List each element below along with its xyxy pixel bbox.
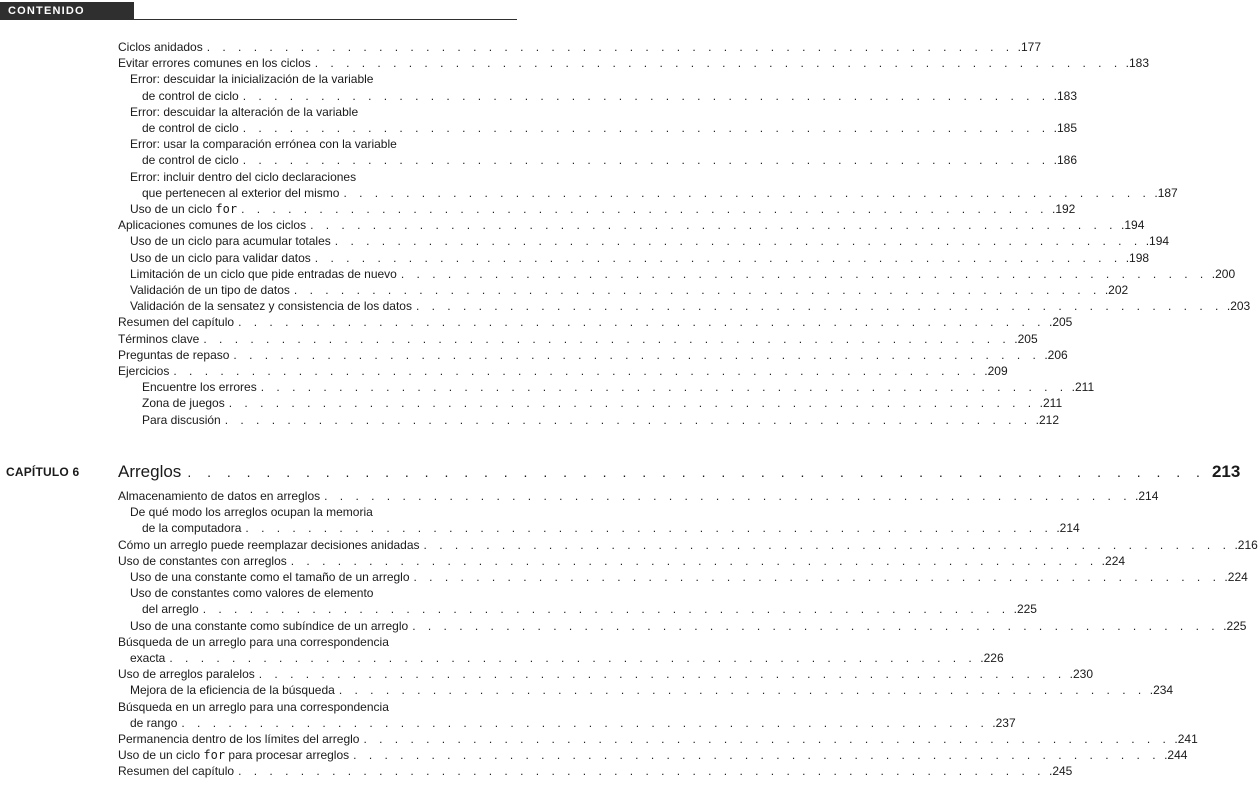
toc-entry-text [118, 347, 229, 363]
toc-entry[interactable] [142, 379, 1095, 395]
header-rule [134, 19, 517, 20]
toc-entry-label: Almacenamiento de datos en arreglos [118, 489, 321, 503]
toc-entry-label: Uso de una constante como subíndice de un arreglo [130, 618, 409, 633]
dot-leader: . . . . . . . . . . . . . . . . . . . . . . . . . . . . . . . . . . . . . . . . . . . . . . . . . . . . [260, 380, 1068, 395]
toc-row [0, 314, 1073, 330]
toc-entry-label: Error: usar la comparación errónea con la variable [130, 137, 397, 152]
toc-page-number: .241 [1174, 732, 1198, 746]
toc-entry[interactable] [130, 682, 1174, 698]
toc-entry-text [118, 314, 234, 330]
toc-page-number: .206 [1044, 347, 1068, 362]
toc-entry[interactable] [142, 395, 1063, 411]
toc-entry-text [142, 152, 239, 168]
toc-row [0, 347, 1068, 363]
toc-page-number: .211 [1071, 380, 1095, 395]
toc-row [0, 731, 1198, 747]
toc-row [0, 569, 1248, 585]
toc-page-number: .212 [1035, 412, 1059, 427]
toc-entry-text [142, 395, 225, 411]
toc-entry-text [118, 488, 320, 504]
dot-leader: . . . . . . . . . . . . . . . . . . . . . . . . . . . . . . . . . . . . . . . . . . . . . . . . . . . . [241, 202, 1048, 216]
toc-entry-code: for [215, 202, 238, 216]
dot-leader: . . . . . . . . . . . . . . . . . . . . . . . . . . . . . . . . . . . . . . . . . . . . . . . . . . . . [181, 715, 989, 730]
toc-entry-text [130, 715, 177, 731]
toc-entry[interactable] [118, 747, 1188, 763]
toc-entry-label: Términos clave [118, 331, 200, 346]
toc-entry[interactable] [130, 715, 1016, 731]
toc-entry[interactable] [142, 520, 1080, 536]
toc-entry[interactable] [142, 120, 1078, 136]
dot-leader: . . . . . . . . . . . . . . . . . . . . . . . . . . . . . . . . . . . . . . . . . . . . . . . . . . . . [338, 683, 1146, 698]
toc-row [0, 650, 1004, 666]
toc-page-number: .214 [1135, 489, 1159, 503]
dot-leader: . . . . . . . . . . . . . . . . . . . . . . . . . . . . . . . . . . . . . . . . . . . . . . . . . . . . [245, 521, 1053, 536]
toc-entry-text [118, 331, 199, 347]
section-header [0, 0, 517, 20]
toc-entry[interactable] [130, 71, 514, 87]
toc-entry-label: Permanencia dentro de los límites del arreglo [118, 732, 360, 746]
toc-entry-text [130, 618, 408, 634]
toc-entry[interactable] [118, 347, 1068, 363]
dot-leader: . . . . . . . . . . . . . . . . . . . . . . . . . . . . . . . . . . . . . . . . . . . . . . . . . . . . [423, 537, 1231, 552]
toc-entry-label: Uso de un ciclo [130, 202, 213, 216]
toc-entry-text [118, 763, 234, 779]
toc-page-number: .225 [1013, 602, 1037, 617]
toc-entry-label: de control de ciclo [142, 88, 239, 103]
toc-page-number: .234 [1149, 683, 1174, 698]
toc-row [0, 715, 1016, 731]
toc-row [0, 488, 1159, 504]
dot-leader: . . . . . . . . . . . . . . . . . . . . . . . . . . . . . . . . . . . . . . . . . . . . . . . . . . . . [314, 56, 1122, 71]
toc-row [0, 201, 1076, 217]
toc-page-number: .225 [1223, 618, 1247, 633]
toc-entry-label: Zona de juegos [142, 396, 225, 411]
toc-entry-label: que pertenecen al exterior del mismo [142, 185, 340, 200]
toc-row [0, 217, 1145, 233]
toc-entry[interactable] [130, 504, 514, 520]
toc-page-number: .224 [1224, 570, 1248, 584]
toc-row [0, 520, 1080, 536]
toc-entry-text [142, 185, 339, 201]
toc-entry-label: Resumen del capítulo [118, 764, 235, 779]
toc-entry[interactable] [130, 250, 1150, 266]
toc-entry[interactable] [118, 217, 1145, 233]
toc-entry-text [130, 650, 165, 666]
dot-leader: . . . . . . . . . . . . . . . . . . . . . . . . . . . . . . . . . . . . . . . . . . . . . . . . . . . . [224, 412, 1032, 427]
chapter-label: CAPÍTULO 6 [6, 465, 80, 479]
toc-row [0, 71, 517, 87]
toc-row [0, 331, 1038, 347]
toc-page-number: .183 [1125, 56, 1150, 71]
toc-row [0, 537, 1258, 553]
toc-page-number: .183 [1053, 88, 1078, 103]
toc-row [0, 266, 1236, 282]
toc-entry-text [130, 136, 397, 152]
toc-entry-label: de la computadora [142, 521, 242, 536]
toc-entry[interactable] [118, 699, 514, 715]
dot-leader: . . . . . . . . . . . . . . . . . . . . . . . . . . . . . . . . . . . . . . . . . . . . . . . . . . . . [242, 153, 1050, 168]
toc-row [0, 250, 1150, 266]
toc-entry-label: Resumen del capítulo [118, 315, 235, 330]
toc-entry-text [130, 569, 410, 585]
dot-leader: . . . . . . . . . . . . . . . . . . . . . . . . . . . . . . . . . . . . . . . . . . . . . . . . . . . . [206, 40, 1014, 54]
toc-entry-text [142, 120, 239, 136]
toc-row [0, 152, 1078, 168]
toc-entry-label: de control de ciclo [142, 121, 239, 135]
toc-row [0, 120, 1078, 136]
toc-page-number: .214 [1056, 521, 1080, 536]
toc-page-number: .230 [1069, 667, 1094, 682]
toc-entry-text [130, 282, 290, 298]
toc-entry[interactable] [142, 412, 1059, 428]
toc-entry-label: Error: incluir dentro del ciclo declaraciones [130, 169, 357, 184]
dot-leader: . . . . . . . . . . . . . . . . . . . . . . . . . . . . . . . . . . . . . . . . . . . . . . . . . . . . [242, 88, 1050, 103]
toc-page-number: .244 [1164, 748, 1188, 763]
dot-leader: . . . . . . . . . . . . . . . . . . . . . . . . . . . . . . . . . . . . . . . . . . . . . . . . . . . . [203, 331, 1011, 346]
toc-entry-text [130, 298, 412, 314]
toc-entry-label: Limitación de un ciclo que pide entradas de nuevo [130, 266, 397, 281]
toc-entry-label: Uso de constantes como valores de elemento [130, 586, 374, 601]
toc-entry-text [118, 666, 255, 682]
toc-page-number: .185 [1053, 121, 1078, 135]
dot-leader: . . . . . . . . . . . . . . . . . . . . . . . . . . . . . . . . . . . . . . . . . . . . . . . . . . . . [400, 266, 1208, 281]
toc-entry[interactable] [130, 201, 1076, 217]
toc-row [0, 763, 1073, 779]
dot-leader: . . . . . . . . . . . . . . . . . . . . . . . . . . . . . . . . . . . . . . . . . . . . . . . . . . . . [169, 651, 977, 665]
toc-entry-text [118, 55, 311, 71]
dot-leader: . . . . . . . . . . . . . . . . . . . . . . . . . . . . . . . . . . . . . . . . . . . . . . . . . . . . [293, 283, 1101, 297]
toc-entry-text [142, 520, 241, 536]
toc-row [0, 412, 1059, 428]
toc-entry-text [118, 39, 203, 55]
toc-entry[interactable] [130, 169, 514, 185]
toc-page-number: .202 [1104, 283, 1129, 297]
toc-row [0, 298, 1251, 314]
toc-entry[interactable] [118, 731, 1198, 747]
toc-entry-text [118, 363, 169, 379]
dot-leader: . . . . . . . . . . . . . . . . . . . . . . . . . . . . . . . . . . . . . . . . . . . . . . . . . . . . [173, 364, 981, 378]
toc-entry-label: exacta [130, 651, 166, 665]
dot-leader: . . . . . . . . . . . . . . . . . . . . . . . . . . . . . . . . . . . . . . . . . . . . . . . . . . . . [202, 602, 1010, 617]
section-header-title: CONTENIDO [0, 2, 134, 20]
toc-entry[interactable] [130, 282, 1129, 298]
toc-entry-label: Uso de una constante como el tamaño de un arreglo [130, 570, 410, 584]
toc-entry-label: Ciclos anidados [118, 40, 203, 54]
dot-leader: . . . . . . . . . . . . . . . . . . . . . . . . . . . . . . . . . . . . . . . . . . . . . . . . . . . . [412, 618, 1220, 633]
toc-page-number: .194 [1121, 218, 1145, 233]
toc-row [0, 104, 517, 120]
toc-entry-code: for [203, 748, 226, 763]
toc-entry[interactable] [130, 233, 1170, 249]
toc-entry[interactable] [142, 601, 1037, 617]
toc-row [0, 169, 517, 185]
toc-entry-text [130, 585, 373, 601]
toc-row [0, 185, 1178, 201]
toc-row [0, 585, 517, 601]
toc-entry[interactable] [130, 618, 1247, 634]
toc-entry[interactable] [130, 650, 1004, 666]
toc-entry-label: Cómo un arreglo puede reemplazar decisiones anidadas [118, 537, 420, 552]
toc-entry[interactable] [118, 363, 1008, 379]
toc-entry-label: Aplicaciones comunes de los ciclos [118, 218, 307, 233]
toc-page-number: .187 [1154, 185, 1178, 200]
toc-row [0, 395, 1063, 411]
toc-page-number: .224 [1101, 553, 1126, 568]
toc-entry[interactable] [118, 314, 1073, 330]
chapter-title: Arreglos [118, 462, 182, 481]
dot-leader: . . . . . . . . . . . . . . . . . . . . . . . . . . . . . . . . . . . . . . . . . . . . . . . . . . . . [343, 185, 1151, 200]
toc-page-number: .192 [1051, 202, 1076, 216]
toc-entry-text [142, 412, 221, 428]
toc-entry-label: Evitar errores comunes en los ciclos [118, 56, 311, 71]
toc-entry[interactable] [130, 585, 514, 601]
toc-page-number: .211 [1039, 396, 1063, 411]
toc-entry-label: Mejora de la eficiencia de la búsqueda [130, 683, 335, 698]
toc-entry-text [130, 233, 331, 249]
toc-entry-label: Validación de la sensatez y consistencia de los datos [130, 299, 412, 314]
toc-entry-label: Ejercicios [118, 364, 170, 378]
toc-page-number: .209 [984, 364, 1008, 378]
dot-leader: . . . . . . . . . . . . . . . . . . . . . . . . . . . . . . . . . . . . . . . . . . . . . . . . . . . . [290, 553, 1098, 568]
toc-row [0, 233, 1170, 249]
toc-entry-text [130, 104, 358, 120]
toc-row [0, 747, 1188, 763]
chapter-heading [0, 460, 1241, 484]
toc-row [0, 618, 1247, 634]
toc-page-number: .205 [1014, 331, 1038, 346]
toc-entry-text [130, 682, 335, 698]
chapter-page-number: 213 [1211, 462, 1241, 481]
toc-row [0, 55, 1150, 71]
toc-entry-text [130, 201, 237, 217]
dot-leader: . . . . . . . . . . . . . . . . . . . . . . . . . . . . . . . . . . . . . . . . . . . . . . . . . . . . [314, 250, 1122, 265]
toc-entry-label: de rango [130, 715, 178, 730]
toc-entry-label: Uso de un ciclo [118, 748, 201, 763]
toc-entry[interactable] [118, 666, 1094, 682]
dot-leader: . . . . . . . . . . . . . . . . . . . . . . . . . . . . . . . . . . . . . . . . . . . . . . . . . . . . [258, 667, 1066, 682]
dot-leader: . . . . . . . . . . . . . . . . . . . . . . . . . . . . . . . . . . . . . . . . . . . . . . . . . . . . [238, 764, 1045, 779]
toc-page-number: .177 [1017, 40, 1041, 54]
toc-entry-label: Búsqueda en un arreglo para una correspondencia [118, 699, 389, 714]
toc-page-number: .198 [1125, 250, 1150, 265]
dot-leader: . . . . . . . . . . . . . . . . . . . . . . . . . . . . . . . . . . . . . . . . . . . . . . . . . . . . [324, 489, 1132, 503]
toc-entry-text [142, 379, 257, 395]
toc-entry-text [142, 601, 199, 617]
toc-entry[interactable] [142, 88, 1078, 104]
toc-entry-text [118, 699, 389, 715]
dot-leader: . . . . . . . . . . . . . . . . . . . . . . . . . . . . . . . . . . . . . . . . . . . . . . . . . . . . [228, 396, 1036, 411]
toc-entry[interactable] [130, 136, 514, 152]
toc-entry-text [118, 747, 349, 763]
toc-entry[interactable] [142, 185, 1178, 201]
dot-leader: . . . . . . . . . . . . . . . . . . . . . . . . . . . . . . . . . . . . . . . . . . . . . . . . . . . . [233, 347, 1041, 362]
toc-entry[interactable] [118, 331, 1038, 347]
toc-row [0, 504, 517, 520]
chapter-entry[interactable] [118, 460, 1241, 484]
toc-entry-label: Búsqueda de un arreglo para una correspondencia [118, 634, 389, 649]
toc-page-number: .216 [1234, 537, 1258, 552]
toc-entry[interactable] [130, 266, 1236, 282]
toc-entry-label: de control de ciclo [142, 153, 239, 168]
toc-entry[interactable] [118, 763, 1073, 779]
dot-leader: . . . . . . . . . . . . . . . . . . . . . . . . . . . . . . . . . . . . . . . . . . . . . . . . . . . . [415, 299, 1223, 314]
toc-entry-text [130, 250, 311, 266]
toc-page-number: .245 [1048, 764, 1073, 779]
toc-row [0, 666, 1094, 682]
toc-entry-label: Preguntas de repaso [118, 347, 230, 362]
dot-leader: . . . . . . . . . . . . . . . . . . . . . . . . . . . . . . . . . . . . . . . . . . . . . . . . . . . . [310, 218, 1117, 233]
dot-leader: . . . . . . . . . . . . . . . . . . . . . . . . . . . . . . . . . . . . . . . . . . . . . . . . . . . . [334, 234, 1142, 249]
toc-entry-suffix: para procesar arreglos [228, 748, 350, 763]
toc-entry-text [118, 634, 389, 650]
toc-entry[interactable] [130, 298, 1251, 314]
dot-leader: . . . . . . . . . . . . . . . . . . . . . . . . . . . . . . . . . . . . . . . . . . . . . . . . . . . . [238, 315, 1045, 330]
toc-entry-text [130, 169, 356, 185]
toc-row [0, 88, 1078, 104]
dot-leader: . . . . . . . . . . . . . . . . . . . . . . . . . . . . . . . . . . . . . . . . . . . . . . . . . . . . [413, 570, 1221, 584]
toc-entry-text [130, 71, 373, 87]
toc-entry-label: Validación de un tipo de datos [130, 283, 290, 297]
toc-entry[interactable] [118, 634, 514, 650]
toc-entry[interactable] [130, 104, 514, 120]
toc-row [0, 699, 517, 715]
dot-leader: . . . . . . . . . . . . . . . . . . . . . . . . . . . . . . . . . . . . . . . . . . . . . . . . . . . . [187, 464, 1206, 480]
toc-entry-label: Error: descuidar la alteración de la variable [130, 104, 359, 119]
toc-entry-text [118, 217, 306, 233]
dot-leader: . . . . . . . . . . . . . . . . . . . . . . . . . . . . . . . . . . . . . . . . . . . . . . . . . . . . [242, 121, 1050, 135]
toc-page-number: .237 [992, 715, 1016, 730]
toc-entry-label: Uso de arreglos paralelos [118, 667, 255, 682]
dot-leader: . . . . . . . . . . . . . . . . . . . . . . . . . . . . . . . . . . . . . . . . . . . . . . . . . . . . [353, 748, 1161, 763]
toc-entry[interactable] [118, 55, 1150, 71]
toc-page-number: .226 [980, 651, 1004, 665]
toc-entry-label: Uso de un ciclo para validar datos [130, 250, 311, 265]
toc-entry-label: del arreglo [142, 602, 199, 617]
toc-page-number: .194 [1145, 234, 1170, 249]
toc-row [0, 363, 1008, 379]
toc-entry-text [130, 266, 397, 282]
toc-row [0, 634, 517, 650]
toc-row [0, 682, 1174, 698]
toc-page-number: .203 [1226, 299, 1251, 314]
toc-page-number: .200 [1211, 266, 1236, 281]
toc-entry-text [118, 553, 287, 569]
toc-row [0, 379, 1095, 395]
toc-row [0, 136, 517, 152]
toc-row [0, 601, 1037, 617]
toc-entry-text [142, 88, 239, 104]
toc-entry[interactable] [130, 569, 1248, 585]
toc-entry-label: Uso de constantes con arreglos [118, 553, 287, 568]
toc-entry-text [130, 504, 373, 520]
toc-entry-label: Encuentre los errores [142, 380, 257, 395]
toc-entry-text [118, 537, 420, 553]
toc-row [0, 39, 1041, 55]
dot-leader: . . . . . . . . . . . . . . . . . . . . . . . . . . . . . . . . . . . . . . . . . . . . . . . . . . . . [363, 732, 1171, 746]
toc-entry-label: Para discusión [142, 412, 221, 427]
toc-entry-label: Error: descuidar la inicialización de la variable [130, 72, 374, 87]
toc-entry[interactable] [142, 152, 1078, 168]
toc-entry-label: De qué modo los arreglos ocupan la memoria [130, 505, 373, 520]
toc-row [0, 553, 1126, 569]
toc-entry[interactable] [118, 553, 1126, 569]
toc-entry[interactable] [118, 537, 1258, 553]
toc-entry-label: Uso de un ciclo para acumular totales [130, 234, 331, 249]
toc-row [0, 282, 1129, 298]
toc-entry[interactable] [118, 39, 1041, 55]
toc-page-number: .205 [1048, 315, 1073, 330]
toc-entry[interactable] [118, 488, 1159, 504]
toc-entry-text [118, 731, 359, 747]
toc-page-number: .186 [1053, 153, 1078, 168]
